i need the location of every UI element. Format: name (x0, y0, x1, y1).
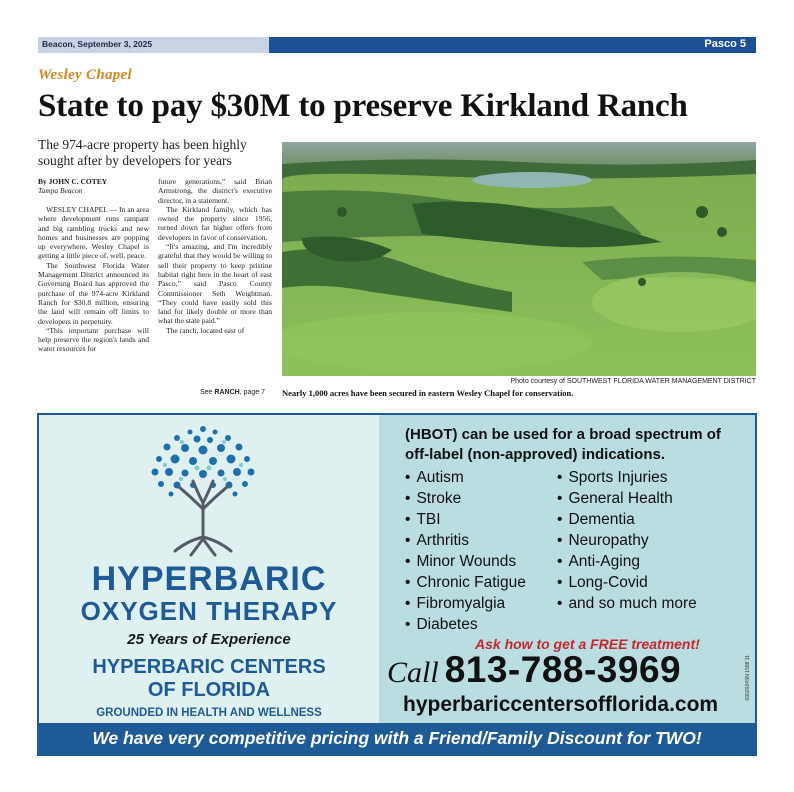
headline: State to pay $30M to preserve Kirkland Ranch (38, 88, 688, 124)
photo-caption: Nearly 1,000 acres have been secured in eastern Wesley Chapel for conservation. (282, 388, 574, 398)
paragraph: “It's amazing, and I'm incredibly grateful that they would be willing to sell their property to keep pristine habitat right here in the heart of east Pasco,” said Pasco County Commissioner Seth Weightman. “They could have easily sold this land for likely double or more than what the state paid.” (158, 242, 272, 326)
paragraph: WESLEY CHAPEL — In an area where development runs rampant and big rambling trucks and new homes and businesses are popping up everywhere, Wesley Chapel is getting a little piece of, well, peace. (38, 205, 149, 261)
list-item: • TBI (405, 509, 526, 530)
list-item: • Fibromyalgia (405, 593, 526, 614)
conditions-list-right (557, 467, 697, 614)
paragraph: future generations,” said Brian Armstrong, the district's executive director, in a statement. (158, 177, 272, 205)
ad-experience: 25 Years of Experience (127, 631, 291, 648)
tree-of-life-logo-icon (135, 421, 271, 557)
ad-code: 0302024SN 1598 11 (745, 655, 751, 701)
ad-title-oxygen-therapy: OXYGEN THERAPY (80, 596, 338, 626)
jump-suffix: , page 7 (239, 389, 266, 396)
paragraph: “This important purchase will help preserve the region's lands and water resources for (38, 325, 149, 354)
phone-call-line[interactable] (387, 649, 681, 691)
ad-body (39, 415, 755, 723)
list-item: • Sports Injuries (557, 467, 697, 488)
website-link[interactable]: hyperbariccentersofflorida.com (403, 693, 719, 716)
header-edition-bar (38, 37, 269, 53)
ad-company-name-line-1: HYPERBARIC CENTERS (92, 656, 326, 678)
list-item: • Stroke (405, 488, 526, 509)
list-item: • Long-Covid (557, 572, 697, 593)
ad-tagline: GROUNDED IN HEALTH AND WELLNESS (96, 707, 322, 719)
discount-banner: We have very competitive pricing with a Friend/Family Discount for TWO! (39, 723, 755, 754)
jump-prefix: See (200, 389, 213, 396)
header-page-bar (269, 37, 756, 53)
jump-word: RANCH (214, 389, 240, 396)
list-item: • and so much more (557, 593, 697, 614)
ad-brand-panel (39, 415, 379, 723)
paragraph: The Southwest Florida Water Management District announced its Governing Board has approved the purchase of the 974-acre Kirkland Ranch for $30.8 million, ensuring the land will remain off limits to developers in perpetuity. (38, 260, 149, 326)
list-item: • Chronic Fatigue (405, 572, 526, 593)
list-item: • General Health (557, 488, 697, 509)
aerial-landscape-image (282, 142, 756, 376)
ad-info-panel (379, 415, 755, 723)
edition-date: Beacon, September 3, 2025 (42, 39, 153, 49)
paragraph: The ranch, located east of (166, 325, 245, 335)
phone-number[interactable]: 813-788-3969 (444, 649, 682, 690)
ranch-aerial-photo (282, 142, 756, 376)
list-item: • Autism (405, 467, 526, 488)
hyperbaric-advertisement[interactable] (37, 413, 757, 756)
section-label: Wesley Chapel (38, 67, 133, 83)
page-label: Pasco 5 (704, 38, 746, 50)
list-item: • Neuropathy (557, 530, 697, 551)
list-item: • Diabetes (405, 614, 526, 635)
jump-line[interactable] (200, 389, 265, 396)
deck: The 974-acre property has been highly sought after by developers for years (38, 137, 247, 168)
list-item: • Dementia (557, 509, 697, 530)
ad-intro: (HBOT) can be used for a broad spectrum of off-label (non-approved) indications. (405, 426, 721, 463)
ad-title-hyperbaric: HYPERBARIC (91, 560, 327, 598)
ad-company-name-line-2: OF FLORIDA (147, 679, 271, 701)
list-item: • Arthritis (405, 530, 526, 551)
article-column-2 (158, 177, 272, 335)
list-item: • Minor Wounds (405, 551, 526, 572)
free-treatment-offer: Ask how to get a FREE treatment! (475, 636, 700, 652)
photo-credit: Photo courtesy of SOUTHWEST FLORIDA WATER MANAGEMENT DISTRICT (510, 378, 756, 385)
conditions-list-left (405, 467, 526, 635)
article-column-1 (38, 205, 149, 354)
list-item: • Anti-Aging (557, 551, 697, 572)
paragraph: The Kirkland family, which has owned the property since 1956, turned down far higher offers from developers in favor of conservation. (158, 204, 272, 242)
byline-org: Tampa Beacon (38, 186, 83, 195)
call-word: Call (387, 656, 439, 689)
byline: By JOHN C. COTEY (38, 177, 108, 186)
